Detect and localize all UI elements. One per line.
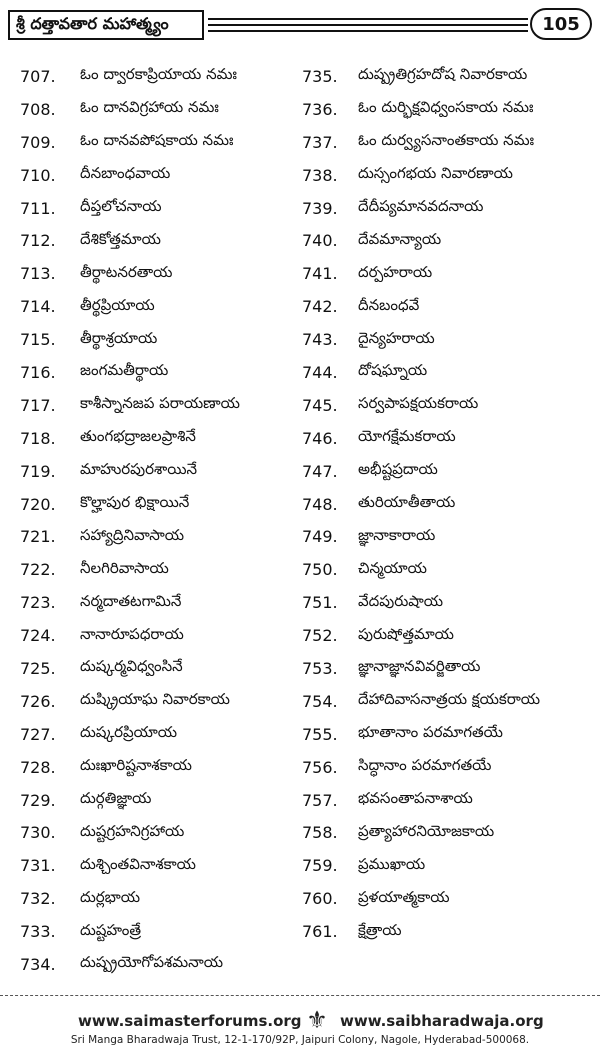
item-number: 743.: [302, 330, 338, 350]
item-text: నీలగిరివాసాయ: [80, 558, 169, 577]
item-text: దర్పహరాయ: [358, 262, 433, 281]
list-item: [20, 455, 300, 488]
item-text: దుష్క్రియాఘ నివారకాయ: [80, 690, 230, 709]
item-number: 748.: [302, 494, 338, 514]
header-rule: [208, 24, 528, 26]
item-text: దేహాదివాసనాత్రయ క్షయకరాయ: [358, 690, 541, 709]
item-number: 723.: [20, 593, 56, 613]
item-text: తీర్థప్రియాయ: [80, 295, 155, 314]
list-item: [302, 915, 598, 948]
item-text: దీనబాంధవాయ: [80, 164, 171, 183]
item-number: 714.: [20, 297, 56, 317]
list-item: [20, 126, 300, 159]
list-item: [302, 126, 598, 159]
item-number: 747.: [302, 461, 338, 481]
item-number: 742.: [302, 297, 338, 317]
item-text: ప్రళయాత్మకాయ: [358, 887, 450, 906]
item-text: ఓం ద్వారకాప్రియాయ నమః: [80, 65, 237, 84]
list-item: [302, 488, 598, 521]
item-number: 724.: [20, 626, 56, 646]
item-text: ఓం దానవిగ్రహాయ నమః: [80, 98, 219, 117]
item-number: 713.: [20, 264, 56, 284]
list-item: [20, 586, 300, 619]
list-item: [20, 159, 300, 192]
item-text: ఓం దుర్భిక్షవిధ్వంసకాయ నమః: [358, 98, 534, 117]
item-text: దుష్ప్రయోగోపశమనాయ: [80, 953, 224, 972]
list-item: [20, 915, 300, 948]
item-number: 719.: [20, 461, 56, 481]
list-item: [20, 652, 300, 685]
item-text: దుష్ప్రతిగ్రహదోష నివారకాయ: [358, 65, 528, 84]
list-item: [20, 718, 300, 751]
list-item: [302, 290, 598, 323]
item-text: మాహురపురశాయినే: [80, 460, 198, 479]
list-item: [20, 784, 300, 817]
list-item: [302, 882, 598, 915]
item-text: అభీష్టప్రదాయ: [358, 460, 438, 479]
item-number: 758.: [302, 823, 338, 843]
item-number: 744.: [302, 362, 338, 382]
item-number: 727.: [20, 724, 56, 744]
item-number: 730.: [20, 823, 56, 843]
list-item: [20, 488, 300, 521]
list-item: [302, 784, 598, 817]
item-text: దేవమాన్యాయ: [358, 229, 442, 248]
list-item: [302, 60, 598, 93]
item-number: 749.: [302, 527, 338, 547]
list-item: [20, 553, 300, 586]
item-number: 726.: [20, 691, 56, 711]
header-rule: [208, 18, 528, 20]
trust-address: Sri Manga Bharadwaja Trust, 12-1-170/92P, Jaipuri Colony, Nagole, Hyderabad-500068.: [70, 1034, 530, 1046]
item-text: దుర్గతిజ్ఞాయ: [80, 789, 152, 808]
list-item: [20, 520, 300, 553]
list-item: [20, 224, 300, 257]
item-text: వేదపురుషాయ: [358, 591, 444, 610]
item-number: 722.: [20, 560, 56, 580]
item-text: జంగమతీర్థాయ: [80, 361, 169, 380]
list-item: [20, 849, 300, 882]
item-text: దుష్టగ్రహనిగ్రహాయ: [80, 821, 185, 840]
list-item: [302, 718, 598, 751]
item-number: 740.: [302, 231, 338, 251]
list-item: [20, 257, 300, 290]
list-item: [302, 224, 598, 257]
item-number: 753.: [302, 658, 338, 678]
item-text: సహ్యాద్రినివాసాయ: [80, 525, 185, 544]
list-item: [302, 619, 598, 652]
item-text: దీప్తలోచనాయ: [80, 197, 162, 215]
list-item: [20, 93, 300, 126]
list-item: [302, 93, 598, 126]
item-number: 741.: [302, 264, 338, 284]
fleur-de-lis-icon: ⚜: [306, 1006, 328, 1034]
page-header: [8, 6, 592, 46]
item-number: 750.: [302, 560, 338, 580]
item-text: కొల్హాపుర భిక్షాయినే: [80, 493, 190, 512]
list-item: [302, 389, 598, 422]
item-text: తురియాతీతాయ: [358, 493, 456, 512]
footer-divider: [0, 995, 600, 996]
list-item: [302, 356, 598, 389]
website-link-left[interactable]: www.saimasterforums.org: [78, 1012, 302, 1030]
list-item: [302, 751, 598, 784]
item-text: దేదీప్యమానవదనాయ: [358, 197, 484, 215]
item-number: 737.: [302, 132, 338, 152]
item-text: కాశీస్నానజప పరాయణాయ: [80, 394, 240, 413]
list-item: [302, 159, 598, 192]
item-text: దుర్లభాయ: [80, 887, 141, 906]
item-text: సిద్ధానాం పరమాగతయే: [358, 756, 492, 775]
list-item: [302, 323, 598, 356]
list-item: [302, 849, 598, 882]
item-number: 755.: [302, 724, 338, 744]
item-text: దుఃఖారిష్టనాశకాయ: [80, 756, 192, 775]
list-item: [302, 816, 598, 849]
list-item: [20, 290, 300, 323]
list-item: [20, 356, 300, 389]
item-text: దేశికోత్తమాయ: [80, 229, 161, 248]
item-number: 746.: [302, 428, 338, 448]
item-number: 712.: [20, 231, 56, 251]
item-number: 733.: [20, 922, 56, 942]
item-text: దుష్టహంత్రే: [80, 920, 142, 939]
item-number: 709.: [20, 132, 56, 152]
list-item: [302, 520, 598, 553]
item-text: తీర్థాటనరతాయ: [80, 262, 173, 281]
item-number: 720.: [20, 494, 56, 514]
item-number: 751.: [302, 593, 338, 613]
item-number: 734.: [20, 954, 56, 974]
item-text: సర్వపాపక్షయకరాయ: [358, 394, 479, 413]
list-item: [302, 586, 598, 619]
item-text: జ్ఞానాజ్ఞానవివర్జితాయ: [358, 657, 481, 676]
website-link-right[interactable]: www.saibharadwaja.org: [340, 1012, 544, 1030]
item-number: 735.: [302, 66, 338, 86]
item-text: జ్ఞానాకారాయ: [358, 525, 436, 544]
item-text: భూతానాం పరమాగతయే: [358, 723, 503, 742]
item-text: తుంగభద్రాజలప్రాశినే: [80, 427, 196, 446]
item-number: 739.: [302, 198, 338, 218]
item-number: 721.: [20, 527, 56, 547]
item-number: 710.: [20, 165, 56, 185]
item-text: చిన్మయాయ: [358, 558, 427, 577]
item-text: క్షేత్రాయ: [358, 920, 402, 939]
item-text: యోగక్షేమకరాయ: [358, 427, 456, 446]
item-number: 736.: [302, 99, 338, 119]
item-text: నర్మదాతటగామినే: [80, 591, 182, 610]
item-text: దుస్సంగభయ నివారణాయ: [358, 164, 513, 183]
list-item: [302, 257, 598, 290]
list-item: [20, 619, 300, 652]
list-item: [302, 422, 598, 455]
item-number: 732.: [20, 889, 56, 909]
item-text: భవసంతాపనాశాయ: [358, 789, 473, 808]
item-number: 715.: [20, 330, 56, 350]
list-item: [302, 192, 598, 225]
list-item: [20, 882, 300, 915]
list-item: [302, 685, 598, 718]
list-item: [302, 652, 598, 685]
item-text: ప్రముఖాయ: [358, 854, 426, 873]
item-number: 761.: [302, 922, 338, 942]
item-number: 711.: [20, 198, 56, 218]
page-footer: [0, 1006, 600, 1054]
item-number: 725.: [20, 658, 56, 678]
item-text: ఓం దానవపోషకాయ నమః: [80, 131, 234, 150]
item-number: 760.: [302, 889, 338, 909]
item-text: పురుషోత్తమాయ: [358, 624, 454, 643]
item-number: 717.: [20, 395, 56, 415]
header-rule: [208, 30, 528, 32]
list-item: [20, 816, 300, 849]
list-item: [302, 553, 598, 586]
item-number: 754.: [302, 691, 338, 711]
item-number: 718.: [20, 428, 56, 448]
list-item: [302, 455, 598, 488]
item-number: 729.: [20, 790, 56, 810]
book-title: శ్రీ దత్తావతార మహాత్మ్యం: [8, 10, 204, 40]
item-text: దుష్కర్మవిధ్వంసినే: [80, 657, 183, 676]
list-item: [20, 948, 300, 981]
item-number: 728.: [20, 757, 56, 777]
list-item: [20, 192, 300, 225]
list-item: [20, 389, 300, 422]
item-text: దోషఘ్నాయ: [358, 361, 428, 380]
item-text: తీర్థాశ్రయాయ: [80, 328, 158, 347]
item-text: దీనబంధవే: [358, 295, 420, 314]
item-number: 708.: [20, 99, 56, 119]
left-name-list: [20, 60, 300, 981]
item-number: 745.: [302, 395, 338, 415]
item-number: 716.: [20, 362, 56, 382]
item-text: దుష్కరప్రియాయ: [80, 723, 178, 742]
list-item: [20, 751, 300, 784]
item-number: 752.: [302, 626, 338, 646]
item-text: ప్రత్యాహారనియోజకాయ: [358, 821, 495, 840]
list-item: [20, 422, 300, 455]
item-number: 756.: [302, 757, 338, 777]
item-number: 707.: [20, 66, 56, 86]
item-text: దైన్యహరాయ: [358, 328, 435, 347]
item-number: 759.: [302, 856, 338, 876]
item-number: 738.: [302, 165, 338, 185]
item-number: 757.: [302, 790, 338, 810]
list-item: [20, 685, 300, 718]
item-text: ఓం దుర్వ్యసనాంతకాయ నమః: [358, 131, 535, 150]
item-text: నానారూపధరాయ: [80, 624, 184, 643]
list-item: [20, 60, 300, 93]
right-name-list: [302, 60, 598, 948]
list-item: [20, 323, 300, 356]
page-number: 105: [530, 8, 592, 40]
item-number: 731.: [20, 856, 56, 876]
item-text: దుశ్చింతవినాశకాయ: [80, 854, 196, 873]
